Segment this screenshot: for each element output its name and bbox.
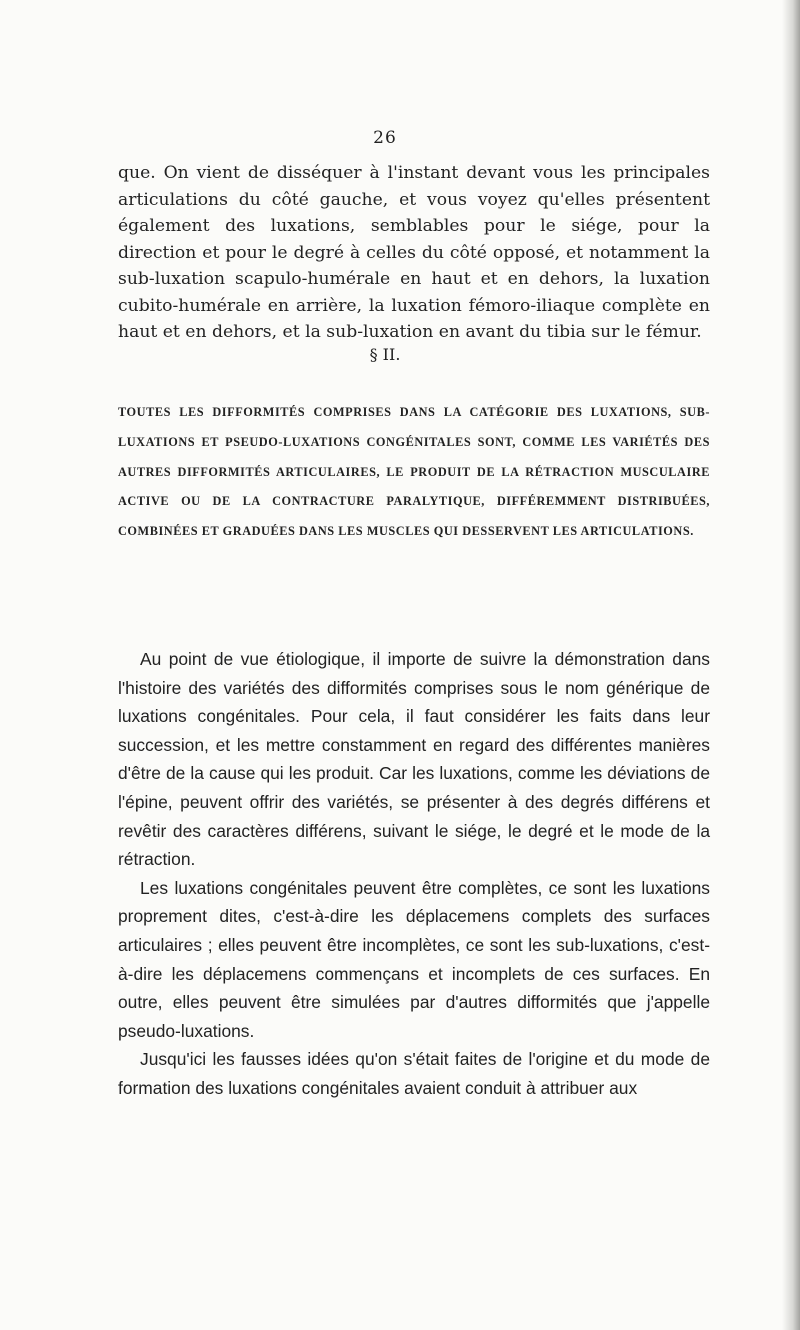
page-edge-shadow bbox=[782, 0, 800, 1330]
page-number: 26 bbox=[373, 128, 397, 148]
section-heading: TOUTES LES DIFFORMITÉS COMPRISES DANS LA CATÉGORIE DES LUXATIONS, SUB-LUXATIONS ET PSEUDO-LUXATIONS CONGÉNITALES SONT, COMME LES VARIÉTÉS DES AUTRES DIFFORMITÉS ARTICULAIRES, LE PRODUIT DE LA RÉTRACTION MUSCULAIRE ACTIVE OU DE LA CONTRACTURE PARALYTIQUE, DIFFÉREMMENT DISTRIBUÉES, COMBINÉES ET GRADUÉES DANS LES MUSCLES QUI DESSERVENT LES ARTICULATIONS. bbox=[118, 405, 710, 539]
body-text bbox=[118, 645, 710, 1103]
paragraph-false-ideas: Jusqu'ici les fausses idées qu'on s'était faites de l'origine et du mode de formation des luxations congénitales avaient conduit à attribuer aux bbox=[118, 1049, 710, 1098]
section-mark: § II. bbox=[369, 345, 401, 364]
intro-paragraph: que. On vient de disséquer à l'instant devant vous les principales articulations du côté gauche, et vous voyez qu'elles présentent également des luxations, semblables pour le siége, pour la direction et pour le degré à celles du côté opposé, et notamment la sub-luxation scapulo-humérale en haut et en dehors, la luxation cubito-humérale en arrière, la luxation fémoro-iliaque complète en haut et en dehors, et la sub-luxation en avant du tibia sur le fémur. bbox=[118, 163, 710, 342]
paragraph-complete-luxations: Les luxations congénitales peuvent être complètes, ce sont les luxations proprement dites, c'est-à-dire les déplacemens complets des surfaces articulaires ; elles peuvent être incomplètes, ce sont les sub-luxations, c'est-à-dire les déplacemens commençans et incomplets de ces surfaces. En outre, elles peuvent être simulées par d'autres difformités que j'appelle pseudo-luxations. bbox=[118, 877, 710, 1041]
paragraph-etiology: Au point de vue étiologique, il importe de suivre la démonstration dans l'histoire des variétés des difformités comprises sous le nom générique de luxations congénitales. Pour cela, il faut considérer les faits dans leur succession, et les mettre constamment en regard des différentes manières d'être de la cause qui les produit. Car les luxations, comme les déviations de l'épine, peuvent offrir des variétés, se présenter à des degrés différens et revêtir des caractères différens, suivant le siége, le degré et le mode de la rétraction. bbox=[118, 649, 710, 870]
